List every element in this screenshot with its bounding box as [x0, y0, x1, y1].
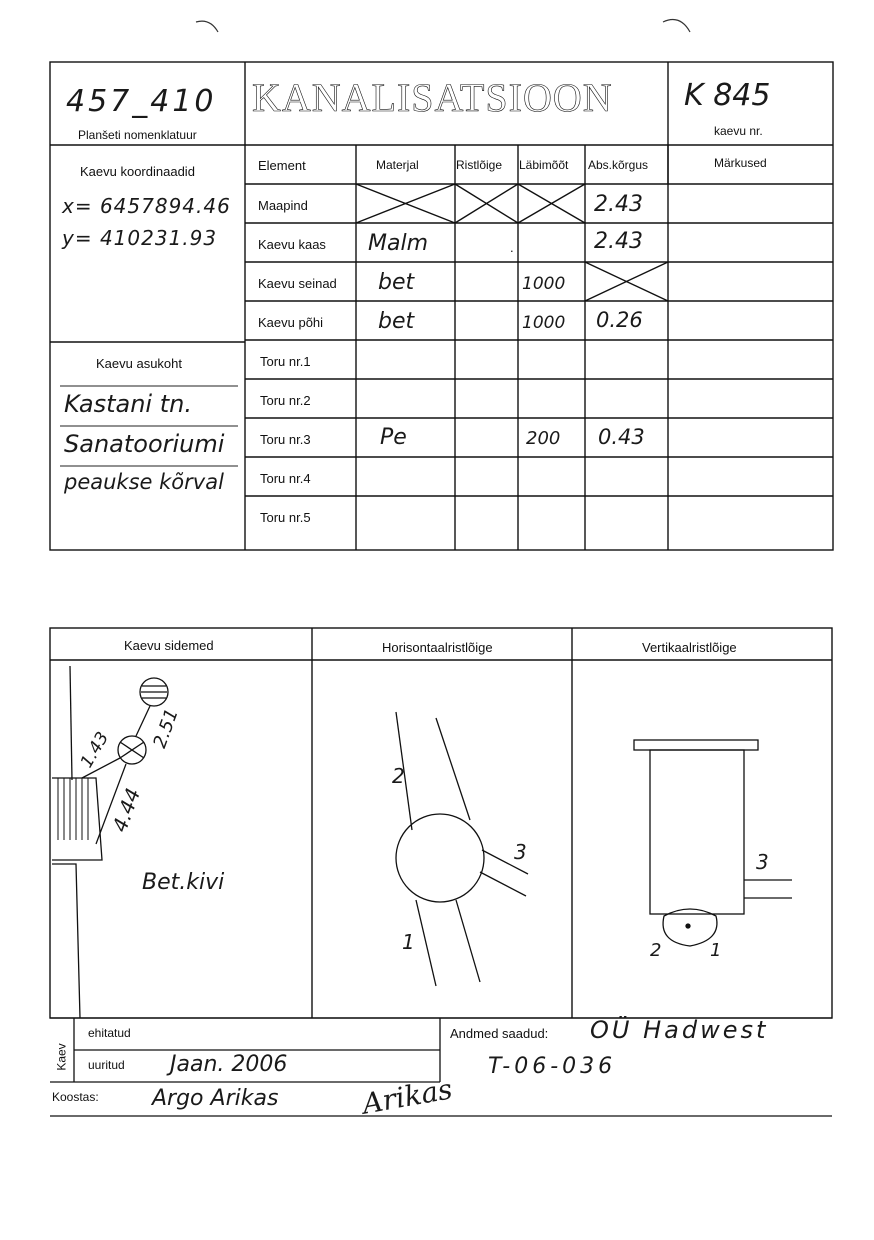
row-diameter: 1000: [522, 313, 566, 333]
compiled-value: Argo Arikas: [152, 1086, 279, 1111]
location-label: Kaevu asukoht: [96, 356, 183, 371]
horiz-pipe-1: 1: [402, 930, 415, 954]
vert-pipe-3: 3: [756, 850, 769, 874]
col-header-diameter: Läbimõõt: [519, 158, 569, 172]
tie-distance-1: 2.51: [149, 706, 183, 751]
tie-distance-3: 4.44: [107, 784, 146, 836]
vertical-header: Vertikaalristlõige: [642, 640, 737, 655]
tie-distance-2: 1.43: [76, 728, 114, 772]
row-height: 0.26: [596, 308, 643, 332]
vert-pipe-2: 2: [650, 940, 662, 961]
row-element: Kaevu seinad: [258, 276, 337, 291]
row-diameter: 200: [526, 428, 561, 449]
horizontal-section-sketch: [396, 712, 528, 986]
row-element: Toru nr.4: [260, 471, 311, 486]
location-line-3: peaukse kõrval: [64, 470, 224, 494]
row-element: Toru nr.3: [260, 432, 311, 447]
well-label: kaevu nr.: [714, 124, 763, 138]
built-label: ehitatud: [88, 1026, 131, 1040]
data-label: Andmed saadud:: [450, 1026, 549, 1041]
row-cross: .: [510, 240, 514, 255]
horiz-pipe-3: 3: [514, 840, 527, 864]
ties-header: Kaevu sidemed: [124, 638, 214, 653]
row-material: bet: [378, 270, 415, 295]
data-code: T-06-036: [488, 1054, 617, 1079]
col-header-cross: Ristlõige: [456, 158, 503, 172]
vert-pipe-1: 1: [710, 940, 722, 961]
row-material: Malm: [368, 231, 429, 256]
row-diameter: 1000: [522, 274, 566, 294]
col-header-height: Abs.kõrgus: [588, 158, 649, 172]
row-element: Toru nr.5: [260, 510, 311, 525]
row-element: Toru nr.2: [260, 393, 311, 408]
location-line-2: Sanatooriumi: [64, 430, 225, 458]
signature: Arikas: [359, 1072, 455, 1121]
row-material: bet: [378, 309, 415, 334]
col-header-element: Element: [258, 158, 306, 173]
row-height: 2.43: [594, 192, 643, 217]
data-value: OÜ Hadwest: [590, 1016, 769, 1044]
location-line-1: Kastani tn.: [64, 390, 192, 418]
ties-sketch: [52, 666, 168, 1018]
row-element: Maapind: [258, 198, 308, 213]
renewed-value: Jaan. 2006: [170, 1052, 288, 1077]
row-height: 2.43: [594, 229, 643, 254]
row-element: Kaevu põhi: [258, 315, 324, 330]
page-title: KANALISATSIOON: [252, 75, 613, 120]
row-element: Kaevu kaas: [258, 237, 326, 252]
coordinate-y: y= 410231.93: [62, 226, 218, 250]
side-label: Kaev: [54, 1043, 69, 1071]
coordinates-label: Kaevu koordinaadid: [80, 164, 195, 179]
well-number: K 845: [684, 78, 771, 113]
horiz-pipe-2: 2: [392, 764, 405, 788]
compiled-label: Koostas:: [52, 1090, 99, 1104]
vertical-section-sketch: [634, 740, 792, 946]
col-header-material: Materjal: [376, 158, 419, 172]
horizontal-header: Horisontaalristlõige: [382, 640, 493, 655]
coordinate-x: x= 6457894.46: [62, 194, 231, 218]
sheet-label: Planšeti nomenklatuur: [78, 128, 197, 142]
row-material: Pe: [380, 425, 407, 450]
row-height: 0.43: [598, 425, 645, 449]
renewed-label: uuritud: [88, 1058, 125, 1072]
surface-label: Bet.kivi: [142, 870, 225, 895]
row-element: Toru nr.1: [260, 354, 311, 369]
sheet-number: 457_410: [66, 84, 217, 119]
col-header-notes: Märkused: [714, 156, 767, 170]
